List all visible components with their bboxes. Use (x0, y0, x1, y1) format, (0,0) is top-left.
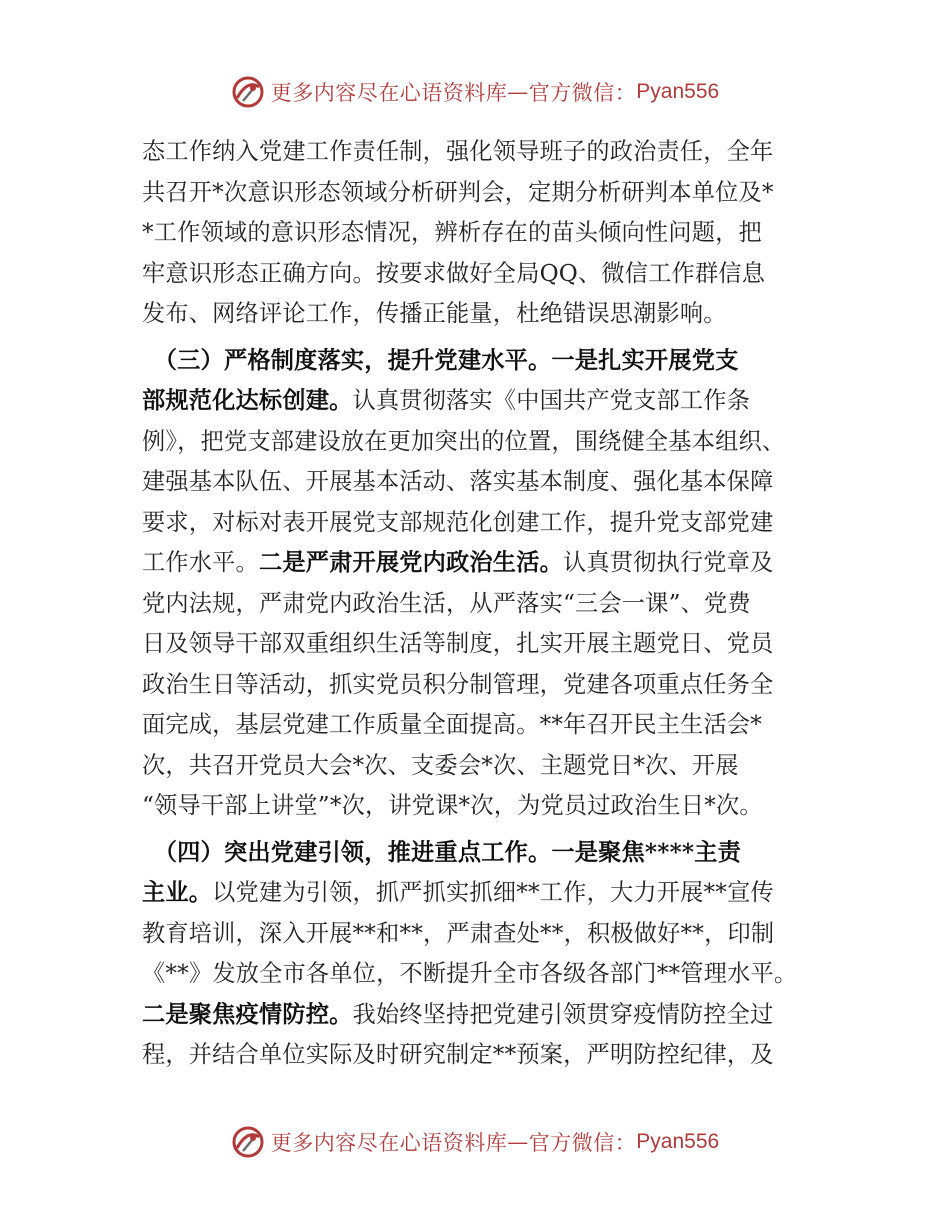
bold-text-run: （三）严格制度落实，提升党建水平。一是扎实开展党支 (142, 346, 739, 374)
watermark-logo-icon (231, 1125, 265, 1159)
text-line (142, 786, 814, 827)
text-line (142, 665, 814, 706)
text-run: 工作水平。 (142, 549, 259, 576)
watermark-wechat-label: 官方微信： (528, 81, 637, 105)
text-line (142, 746, 814, 787)
text-run: 认真贯彻执行党章及 (562, 549, 774, 576)
text-line (142, 341, 814, 382)
text-line (142, 954, 814, 995)
text-line (142, 132, 814, 173)
text-line (142, 833, 814, 874)
text-run: 《**》发放全市各单位，不断提升全市各级各部门**管理水平。 (142, 960, 798, 987)
watermark-wechat-id: Pyan556 (636, 80, 720, 103)
watermark-text: 更多内容尽在心语资料库 (270, 1131, 508, 1155)
text-run: 认真贯彻落实《中国共产党支部工作条 (352, 387, 751, 414)
text-line (142, 213, 814, 254)
text-line (142, 1035, 814, 1076)
footer-watermark (0, 1122, 950, 1162)
watermark-wechat-label: 官方微信： (528, 1131, 637, 1155)
text-line (142, 705, 814, 746)
text-run: 政治生日等活动，抓实党员积分制管理，党建各项重点任务全 (142, 670, 774, 698)
text-run: 要求，对标对表开展党支部规范化创建工作，提升党支部党建 (142, 508, 774, 536)
bold-text-run: 二是严肃开展党内政治生活。 (258, 549, 563, 576)
text-line (142, 294, 814, 335)
text-line (142, 624, 814, 665)
bold-text-run: 部规范化达标创建。 (142, 387, 353, 414)
bold-text-run: 主业。 (142, 879, 213, 906)
text-line (142, 584, 814, 625)
text-run: *工作领域的意识形态情况，辨析存在的苗头倾向性问题，把 (142, 219, 762, 246)
text-run: 我始终坚持把党建引领贯穿疫情防控全过 (352, 1000, 774, 1028)
text-line (142, 462, 814, 503)
text-run: 次，共召开党员大会*次、支委会*次、主题党日*次、开展 (142, 751, 739, 779)
text-run: 共召开*次意识形态领域分析研判会，定期分析研判本单位及* (142, 178, 774, 206)
bold-text-run: 二是聚焦疫情防控。 (142, 1000, 353, 1028)
text-run: 程，并结合单位实际及时研究制定**预案，严明防控纪律，及 (142, 1041, 774, 1068)
text-run: 建强基本队伍、开展基本活动、落实基本制度、强化基本保障 (142, 468, 774, 495)
watermark-separator: — (507, 80, 529, 104)
header-watermark (0, 72, 950, 112)
text-run: 发布、网络评论工作，传播正能量，杜绝错误思潮影响。 (142, 300, 727, 327)
text-run: 态工作纳入党建工作责任制，强化领导班子的政治责任，全年 (142, 138, 774, 165)
bold-text-run: （四）突出党建引领，推进重点工作。一是聚焦****主责 (142, 838, 742, 866)
watermark-separator: — (507, 1130, 529, 1154)
text-run: 面完成，基层党建工作质量全面提高。**年召开民主生活会* (142, 711, 763, 738)
text-run: 教育培训，深入开展**和**，严肃查处**，积极做好**，印制 (142, 919, 775, 947)
watermark-wechat-id: Pyan556 (636, 1130, 720, 1153)
watermark-logo-icon (231, 75, 265, 109)
text-line (142, 873, 814, 914)
text-run: 日及领导干部双重组织生活等制度，扎实开展主题党日、党员 (142, 630, 774, 657)
text-line (142, 995, 814, 1036)
text-run: 以党建为引领，抓严抓实抓细**工作，大力开展**宣传 (212, 879, 774, 906)
text-run: 例》，把党支部建设放在更加突出的位置，围绕健全基本组织、 (142, 427, 786, 455)
text-line (142, 381, 814, 422)
text-run: “领导干部上讲堂”*次，讲党课*次，为党员过政治生日*次。 (142, 792, 763, 819)
text-line (142, 914, 814, 955)
text-run: 牢意识形态正确方向。按要求做好全局QQ、微信工作群信息 (142, 259, 766, 287)
text-run: 党内法规，严肃党内政治生活，从严落实“三会一课”、党费 (142, 589, 751, 617)
text-line (142, 173, 814, 214)
watermark-text: 更多内容尽在心语资料库 (270, 81, 508, 105)
text-line (142, 503, 814, 544)
text-line (142, 422, 814, 463)
document-body (142, 132, 814, 1076)
text-line (142, 254, 814, 295)
text-line (142, 543, 814, 584)
